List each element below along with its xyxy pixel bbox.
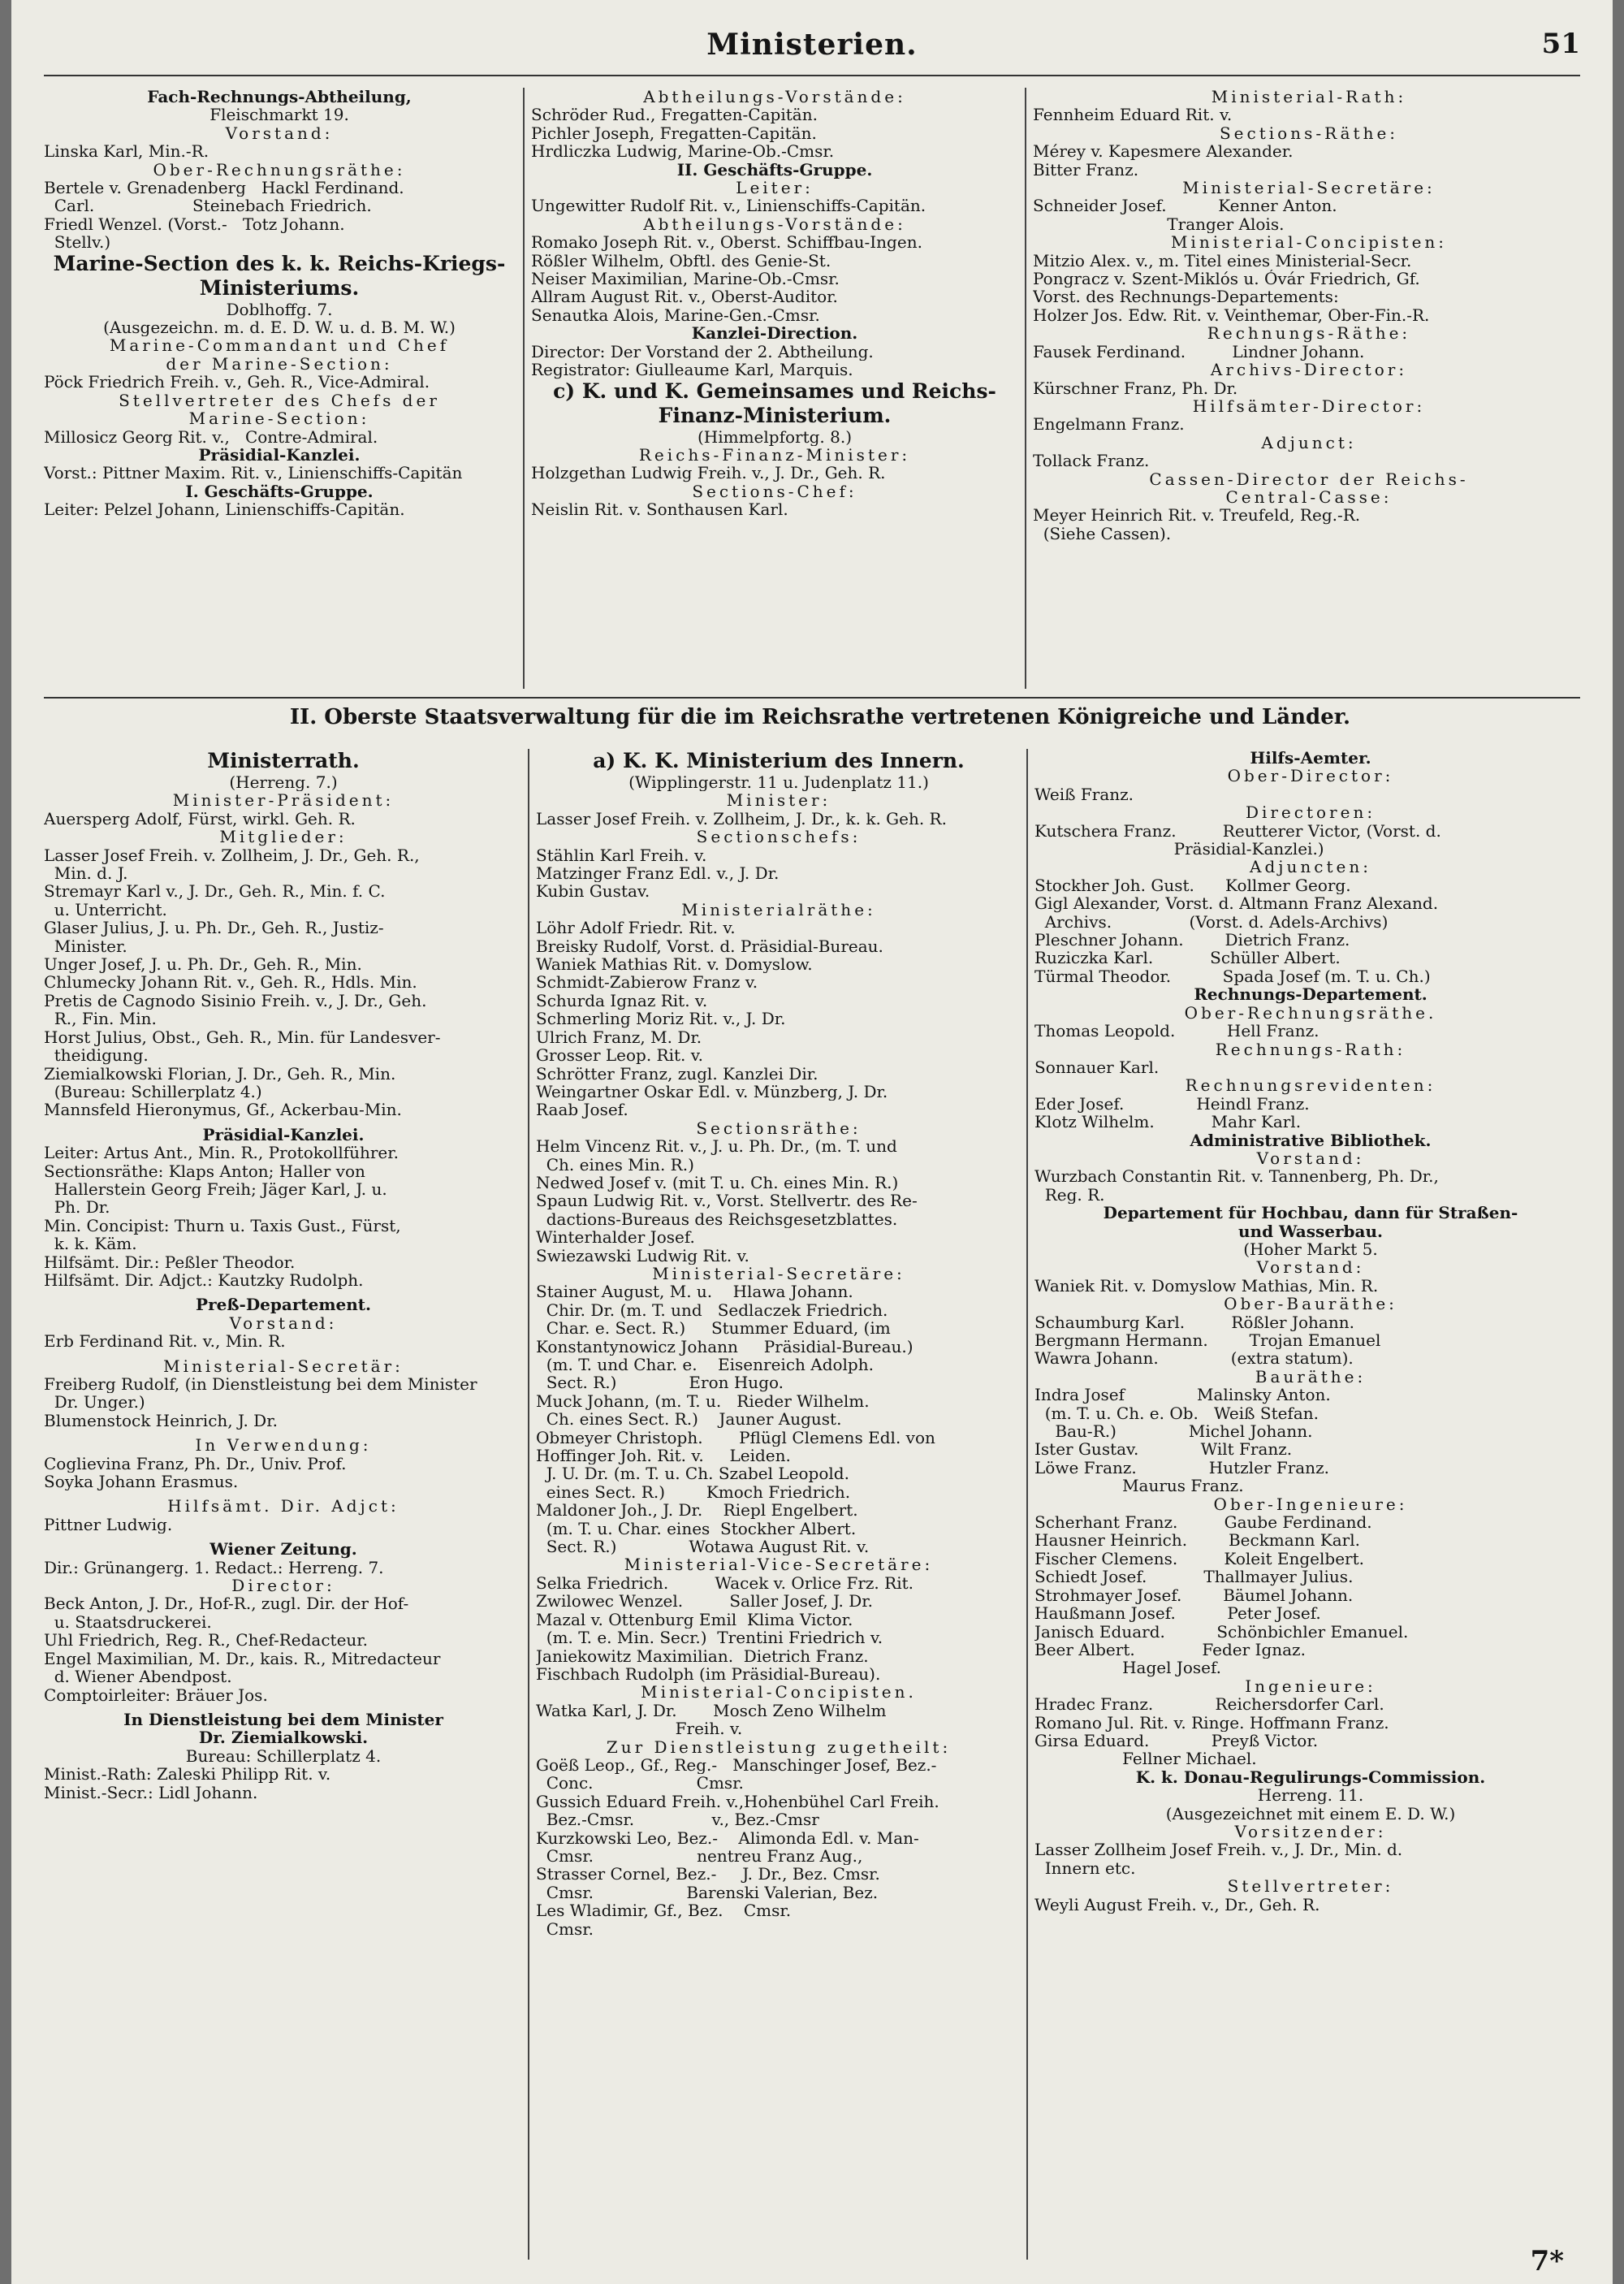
entry-line: Muck Johann, (m. T. u. Rieder Wilhelm.: [536, 1391, 870, 1411]
entry-line: Matzinger Franz Edl. v., J. Dr.: [536, 864, 780, 883]
right-column: [1034, 749, 1587, 2260]
address-line: (Ausgezeichn. m. d. E. D. W. u. d. B. M. W.): [103, 318, 456, 337]
entry-line: k. k. Käm.: [44, 1235, 137, 1253]
role-heading: Ministerial-Secretär:: [163, 1356, 404, 1375]
entry-line: Lasser Josef Freih. v. Zollheim, J. Dr., k. k. Geh. R.: [536, 809, 947, 828]
entry-line: Ister Gustav. Wilt Franz.: [1034, 1440, 1293, 1459]
section-heading: Kanzlei-Direction.: [691, 324, 858, 343]
entry-line: Strohmayer Josef. Bäumel Johann.: [1034, 1585, 1354, 1605]
role-heading: Vorstand:: [1256, 1148, 1365, 1168]
role-heading: Vorstand:: [229, 1313, 338, 1333]
entry-line: Helm Vincenz Rit. v., J. u. Ph. Dr., (m. T. und: [536, 1137, 897, 1156]
entry-line: Nedwed Josef v. (mit T. u. Ch. eines Min. R.): [536, 1173, 899, 1192]
address-line: Herreng. 11.: [1257, 1786, 1364, 1805]
entry-line: Selka Friedrich. Wacek v. Orlice Frz. Rit.: [536, 1573, 914, 1593]
section-heading: Fach-Rechnungs-Abtheilung,: [147, 88, 412, 106]
role-heading: In Verwendung:: [195, 1436, 372, 1455]
entry-line: Engel Maximilian, M. Dr., kais. R., Mitredacteur: [44, 1649, 441, 1668]
role-heading: Stellvertreter des Chefs der: [119, 391, 440, 410]
role-heading: Mitglieder:: [219, 828, 348, 846]
entry-line: Hradec Franz. Reichersdorfer Carl.: [1034, 1695, 1384, 1714]
entry-line: Pongracz v. Szent-Miklós u. Óvár Friedrich, Gf.: [1033, 270, 1420, 288]
entry-line: (Siehe Cassen).: [1033, 524, 1172, 543]
entry-line: Zwilowec Wenzel. Saller Josef, J. Dr.: [536, 1592, 874, 1611]
role-heading: Minister-Präsident:: [172, 791, 395, 810]
entry-line: Eder Josef. Heindl Franz.: [1034, 1094, 1310, 1114]
entry-line: Löhr Adolf Friedr. Rit. v.: [536, 919, 736, 937]
entry-line: Kürschner Franz, Ph. Dr.: [1033, 379, 1238, 397]
entry-line: Ulrich Franz, M. Dr.: [536, 1027, 702, 1047]
entry-line: Hallerstein Georg Freih; Jäger Karl, J. u.: [44, 1179, 387, 1199]
entry-line: Pöck Friedrich Freih. v., Geh. R., Vice-Admiral.: [44, 373, 430, 391]
entry-line: Swiezawski Ludwig Rit. v.: [536, 1246, 749, 1265]
role-heading: Reichs-Finanz-Minister:: [638, 445, 911, 465]
entry-line: Archivs. (Vorst. d. Adels-Archivs): [1034, 912, 1389, 932]
section-heading: Dr. Ziemialkowski.: [198, 1728, 369, 1747]
entry-line: Les Wladimir, Gf., Bez. Cmsr.: [536, 1901, 792, 1920]
entry-line: Hausner Heinrich. Beckmann Karl.: [1034, 1531, 1360, 1550]
entry-line: Gussich Eduard Freih. v.,Hohenbühel Carl Freih.: [536, 1792, 939, 1811]
entry-line: dactions-Bureaus des Reichsgesetzblattes.: [536, 1209, 898, 1229]
entry-line: u. Staatsdruckerei.: [44, 1612, 212, 1632]
role-heading: Sections-Räthe:: [1219, 123, 1399, 143]
left-column: [44, 749, 523, 2260]
section-heading: und Wasserbau.: [1238, 1222, 1383, 1240]
entry-line: Chlumecky Johann Rit. v., Geh. R., Hdls. Min.: [44, 973, 417, 992]
column-divider: [1025, 88, 1026, 689]
role-heading: Adjunct:: [1261, 433, 1357, 452]
entry-line: Erb Ferdinand Rit. v., Min. R.: [44, 1332, 286, 1351]
entry-line: Präsidial-Kanzlei.): [1034, 840, 1324, 859]
entry-line: Tollack Franz.: [1033, 452, 1150, 470]
entry-line: Freih. v.: [536, 1719, 743, 1738]
entry-line: (m. T. und Char. e. Eisenreich Adolph.: [536, 1356, 874, 1374]
role-heading: Central-Casse:: [1225, 487, 1393, 507]
entry-line: d. Wiener Abendpost.: [44, 1668, 232, 1686]
entry-line: Schrötter Franz, zugl. Kanzlei Dir.: [536, 1064, 818, 1083]
role-heading: Ministerial-Secretäre:: [1182, 179, 1436, 197]
entry-line: Glaser Julius, J. u. Ph. Dr., Geh. R., Justiz-: [44, 919, 384, 937]
role-heading: Ober-Bauräthe:: [1224, 1295, 1397, 1313]
role-heading: Ministerialräthe:: [681, 900, 876, 919]
section-heading: Rechnungs-Departement.: [1194, 985, 1427, 1004]
role-heading: Ober-Rechnungsräthe:: [153, 160, 406, 180]
section-heading: Departement für Hochbau, dann für Straßen-: [1103, 1204, 1518, 1222]
entry-line: Weingartner Oskar Edl. v. Münzberg, J. Dr.: [536, 1082, 888, 1101]
entry-line: Thomas Leopold. Hell Franz.: [1034, 1022, 1320, 1040]
entry-line: Fellner Michael.: [1034, 1750, 1257, 1768]
entry-line: Weyli August Freih. v., Dr., Geh. R.: [1034, 1895, 1320, 1914]
entry-line: Grosser Leop. Rit. v.: [536, 1046, 704, 1065]
entry-line: Maldoner Joh., J. Dr. Riepl Engelbert.: [536, 1501, 858, 1520]
role-heading: Ministerial-Vice-Secretäre:: [624, 1555, 934, 1574]
ministry-heading: Finanz-Ministerium.: [658, 403, 892, 427]
spacer: [44, 1490, 523, 1497]
address-line: Doblhoffg. 7.: [226, 300, 333, 319]
role-heading: Cassen-Director der Reichs-: [1149, 469, 1469, 488]
entry-line: Hoffinger Joh. Rit. v. Leiden.: [536, 1447, 791, 1465]
section-heading: II. Geschäfts-Gruppe.: [676, 160, 873, 180]
section-heading: Präsidial-Kanzlei.: [202, 1125, 365, 1144]
signature-mark: 7*: [1530, 2245, 1564, 2278]
entry-line: Sonnauer Karl.: [1034, 1058, 1160, 1077]
role-heading: Marine-Commandant und Chef: [109, 336, 450, 355]
entry-line: Pittner Ludwig.: [44, 1515, 173, 1534]
entry-line: Reg. R.: [1034, 1185, 1105, 1205]
entry-line: Kubin Gustav.: [536, 882, 650, 901]
section-heading: I. Geschäfts-Gruppe.: [185, 482, 374, 501]
entry-line: Holzer Jos. Edw. Rit. v. Veinthemar, Ober-Fin.-R.: [1033, 305, 1430, 325]
ministry-heading: a) K. K. Ministerium des Innern.: [593, 749, 965, 772]
role-heading: Directoren:: [1245, 803, 1376, 822]
spacer: [44, 1533, 523, 1540]
entry-line: Wurzbach Constantin Rit. v. Tannenberg, Ph. Dr.,: [1034, 1167, 1439, 1186]
entry-line: Spaun Ludwig Rit. v., Vorst. Stellvertr. des Re-: [536, 1192, 918, 1210]
entry-line: Leiter: Artus Ant., Min. R., Protokollführer.: [44, 1144, 399, 1162]
role-heading: Abtheilungs-Vorstände:: [643, 214, 906, 234]
entry-line: Neiser Maximilian, Marine-Ob.-Cmsr.: [531, 270, 840, 288]
role-heading: Vorsitzender:: [1234, 1822, 1387, 1841]
entry-line: (m. T. e. Min. Secr.) Trentini Friedrich v.: [536, 1629, 883, 1647]
role-heading: Adjuncten:: [1250, 858, 1371, 876]
role-heading: Rechnungsrevidenten:: [1185, 1076, 1436, 1095]
spacer: [44, 1704, 523, 1711]
role-heading: Ministerial-Concipisten.: [641, 1683, 917, 1702]
entry-line: Beer Albert. Feder Ignaz.: [1034, 1640, 1306, 1659]
entry-line: Cmsr. Barenski Valerian, Bez.: [536, 1883, 879, 1902]
page-title: Ministerien.: [706, 28, 918, 62]
address-line: (Hoher Markt 5.: [1243, 1239, 1378, 1259]
top-right-column: [1033, 88, 1585, 689]
role-heading: Sectionsräthe:: [696, 1118, 862, 1138]
entry-line: Minist.-Rath: Zaleski Philipp Rit. v.: [44, 1765, 331, 1784]
entry-line: Conc. Cmsr.: [536, 1774, 744, 1793]
spacer: [44, 1351, 523, 1357]
role-heading: Marine-Section:: [188, 409, 370, 428]
section-heading: Preß-Departement.: [196, 1296, 371, 1314]
entry-line: Ph. Dr.: [44, 1198, 110, 1217]
entry-line: Türmal Theodor. Spada Josef (m. T. u. Ch.): [1034, 967, 1431, 986]
column-divider: [523, 88, 525, 689]
role-heading: Bauräthe:: [1255, 1367, 1367, 1386]
entry-line: Janisch Eduard. Schönbichler Emanuel.: [1034, 1622, 1409, 1641]
role-heading: Hilfsämter-Director:: [1192, 396, 1426, 416]
ministry-heading: Ministerrath.: [207, 749, 360, 772]
entry-line: Ch. eines Min. R.): [536, 1155, 694, 1174]
entry-line: Schröder Rud., Fregatten-Capitän.: [531, 106, 818, 124]
spacer: [44, 1289, 523, 1296]
entry-line: Senautka Alois, Marine-Gen.-Cmsr.: [531, 305, 820, 325]
section-heading: Administrative Bibliothek.: [1190, 1131, 1432, 1149]
entry-line: Minister.: [44, 937, 127, 956]
role-heading: Leiter:: [736, 179, 814, 197]
entry-line: eines Sect. R.) Kmoch Friedrich.: [536, 1482, 851, 1502]
role-heading: Sections-Chef:: [692, 482, 857, 501]
entry-line: Indra Josef Malinsky Anton.: [1034, 1386, 1331, 1404]
entry-line: Raab Josef.: [536, 1101, 628, 1119]
entry-line: Fausek Ferdinand. Lindner Johann.: [1033, 342, 1365, 361]
entry-line: Hilfsämt. Dir. Adjct.: Kautzky Rudolph.: [44, 1270, 364, 1290]
entry-line: Hilfsämt. Dir.: Peßler Theodor.: [44, 1252, 296, 1271]
entry-line: Fennheim Eduard Rit. v.: [1033, 106, 1233, 124]
entry-line: Unger Josef, J. u. Ph. Dr., Geh. R., Min.: [44, 955, 362, 974]
entry-line: Linska Karl, Min.-R.: [44, 142, 209, 161]
entry-line: Bergmann Hermann. Trojan Emanuel: [1034, 1331, 1381, 1350]
address-line: Bureau: Schillerplatz 4.: [185, 1746, 382, 1766]
entry-line: Vorst. des Rechnungs-Departements:: [1033, 288, 1339, 306]
entry-line: Tranger Alois.: [1033, 214, 1285, 234]
entry-line: Kurzkowski Leo, Bez.- Alimonda Edl. v. Man-: [536, 1828, 919, 1847]
ministry-heading: Ministeriums.: [199, 275, 360, 300]
section-heading: Wiener Zeitung.: [209, 1540, 357, 1559]
role-heading: Stellvertreter:: [1227, 1877, 1394, 1896]
entry-line: Min. Concipist: Thurn u. Taxis Gust., Fürst,: [44, 1216, 401, 1235]
role-heading: Ministerial-Concipisten:: [1170, 233, 1448, 252]
entry-line: Uhl Friedrich, Reg. R., Chef-Redacteur.: [44, 1631, 369, 1650]
entry-line: Romano Jul. Rit. v. Ringe. Hoffmann Franz.: [1034, 1713, 1389, 1732]
address-line: Fleischmarkt 19.: [209, 106, 349, 124]
entry-line: Obmeyer Christoph. Pflügl Clemens Edl. von: [536, 1428, 935, 1447]
middle-column: [536, 749, 1021, 2260]
entry-line: Horst Julius, Obst., Geh. R., Min. für Landesver-: [44, 1027, 441, 1047]
entry-line: theidigung.: [44, 1046, 149, 1065]
entry-line: Breisky Rudolf, Vorst. d. Präsidial-Bureau.: [536, 937, 883, 956]
entry-line: Stremayr Karl v., J. Dr., Geh. R., Min. f. C.: [44, 882, 386, 901]
role-heading: Rechnungs-Rath:: [1215, 1040, 1406, 1058]
entry-line: Comptoirleiter: Bräuer Jos.: [44, 1685, 268, 1704]
entry-line: Dr. Unger.): [44, 1393, 145, 1412]
entry-line: Bau-R.) Michel Johann.: [1034, 1422, 1313, 1441]
entry-line: Haußmann Josef. Peter Josef.: [1034, 1604, 1321, 1623]
entry-line: J. U. Dr. (m. T. u. Ch. Szabel Leopold.: [536, 1464, 849, 1483]
column-divider: [528, 749, 529, 2260]
entry-line: Hagel Josef.: [1034, 1659, 1222, 1677]
entry-line: Pichler Joseph, Fregatten-Capitän.: [531, 123, 817, 143]
entry-line: Leiter: Pelzel Johann, Linienschiffs-Capitän.: [44, 500, 405, 519]
entry-line: Engelmann Franz.: [1033, 415, 1185, 434]
entry-line: Ruziczka Karl. Schüller Albert.: [1034, 949, 1341, 967]
role-heading: Minister:: [726, 791, 831, 810]
entry-line: Vorst.: Pittner Maxim. Rit. v., Linienschiffs-Capitän: [44, 464, 463, 482]
entry-line: Girsa Eduard. Preyß Victor.: [1034, 1731, 1319, 1750]
entry-line: Pretis de Cagnodo Sisinio Freih. v., J. Dr., Geh.: [44, 991, 427, 1010]
section-heading: K. k. Donau-Regulirungs-Commission.: [1135, 1767, 1486, 1787]
entry-line: Mérey v. Kapesmere Alexander.: [1033, 142, 1294, 161]
entry-line: Carl. Steinebach Friedrich.: [44, 197, 372, 215]
section-banner: II. Oberste Staatsverwaltung für die im Reichsrathe vertretenen Königreiche und Länder.: [289, 705, 1351, 729]
entry-line: Janiekowitz Maximilian. Dietrich Franz.: [536, 1646, 869, 1665]
entry-line: Freiberg Rudolf, (in Dienstleistung bei dem Minister: [44, 1375, 477, 1394]
entry-line: Waniek Mathias Rit. v. Domyslow.: [536, 955, 813, 974]
entry-line: Ch. eines Sect. R.) Jauner August.: [536, 1410, 842, 1429]
entry-line: Waniek Rit. v. Domyslow Mathias, Min. R.: [1034, 1276, 1379, 1296]
role-heading: Rechnungs-Räthe:: [1207, 324, 1411, 343]
entry-line: Hrdliczka Ludwig, Marine-Ob.-Cmsr.: [531, 142, 835, 161]
entry-line: Soyka Johann Erasmus.: [44, 1473, 239, 1491]
entry-line: Allram August Rit. v., Oberst-Auditor.: [531, 288, 838, 306]
entry-line: Char. e. Sect. R.) Stummer Eduard, (im: [536, 1319, 891, 1338]
role-heading: Ober-Rechnungsräthe.: [1184, 1003, 1437, 1023]
address-line: (Herreng. 7.): [229, 773, 338, 792]
entry-line: Bitter Franz.: [1033, 160, 1139, 180]
role-heading: Ober-Director:: [1227, 767, 1394, 785]
entry-line: Bertele v. Grenadenberg Hackl Ferdinand.: [44, 179, 404, 197]
header-rule: [44, 75, 1580, 76]
entry-line: Sect. R.) Eron Hugo.: [536, 1373, 784, 1392]
role-heading: Hilfsämt. Dir. Adjct:: [167, 1497, 400, 1516]
entry-line: Schurda Ignaz Rit. v.: [536, 991, 708, 1010]
entry-line: Weiß Franz.: [1034, 785, 1134, 804]
entry-line: Konstantynowicz Johann Präsidial-Bureau.): [536, 1337, 914, 1356]
entry-line: Maurus Franz.: [1034, 1477, 1244, 1495]
section-heading: Präsidial-Kanzlei.: [198, 445, 361, 465]
spacer: [44, 1119, 523, 1126]
entry-line: Dir.: Grünangerg. 1. Redact.: Herreng. 7.: [44, 1558, 384, 1577]
entry-line: Scherhant Franz. Gaube Ferdinand.: [1034, 1513, 1372, 1532]
entry-line: Fischbach Rudolph (im Präsidial-Bureau).: [536, 1664, 881, 1684]
top-middle-column: [531, 88, 1018, 689]
entry-line: Mannsfeld Hieronymus, Gf., Ackerbau-Min.: [44, 1101, 402, 1119]
top-left-column: [44, 88, 515, 689]
role-heading: der Marine-Section:: [166, 354, 393, 374]
entry-line: Stellv.): [44, 233, 111, 252]
role-heading: Zur Dienstleistung zugetheilt:: [606, 1737, 952, 1756]
entry-line: Mazal v. Ottenburg Emil Klima Victor.: [536, 1610, 853, 1629]
entry-line: Beck Anton, J. Dr., Hof-R., zugl. Dir. der Hof-: [44, 1594, 409, 1613]
entry-line: Kutschera Franz. Reutterer Victor, (Vorst. d.: [1034, 821, 1441, 841]
entry-line: Cmsr.: [536, 1919, 594, 1938]
entry-line: Ungewitter Rudolf Rit. v., Linienschiffs-Capitän.: [531, 197, 926, 215]
entry-line: Bez.-Cmsr. v., Bez.-Cmsr: [536, 1810, 819, 1829]
entry-line: Holzgethan Ludwig Freih. v., J. Dr., Geh. R.: [531, 464, 886, 482]
entry-line: Blumenstock Heinrich, J. Dr.: [44, 1411, 278, 1430]
entry-line: (m. T. u. Char. eines Stockher Albert.: [536, 1519, 857, 1538]
role-heading: Ministerial-Secretäre:: [652, 1264, 905, 1283]
entry-line: Min. d. J.: [44, 864, 128, 883]
entry-line: Strasser Cornel, Bez.- J. Dr., Bez. Cmsr.: [536, 1865, 880, 1884]
entry-line: Innern etc.: [1034, 1858, 1136, 1878]
page-number: 51: [1541, 28, 1580, 60]
address-line: (Himmelpfortg. 8.): [697, 427, 853, 446]
role-heading: Archivs-Director:: [1210, 361, 1408, 379]
role-heading: Ministerial-Rath:: [1211, 88, 1407, 106]
entry-line: Meyer Heinrich Rit. v. Treufeld, Reg.-R.: [1033, 506, 1361, 525]
entry-line: Lasser Josef Freih. v. Zollheim, J. Dr., Geh. R.,: [44, 846, 420, 865]
entry-line: Mitzio Alex. v., m. Titel eines Ministerial-Secr.: [1033, 251, 1412, 270]
role-heading: Vorstand:: [225, 123, 334, 143]
entry-line: Pleschner Johann. Dietrich Franz.: [1034, 931, 1350, 950]
entry-line: Schneider Josef. Kenner Anton.: [1033, 197, 1337, 215]
entry-line: Cmsr. nentreu Franz Aug.,: [536, 1846, 863, 1866]
ministry-heading: c) K. und K. Gemeinsames und Reichs-: [553, 379, 996, 403]
role-heading: Director:: [231, 1577, 335, 1595]
spacer: [44, 1430, 523, 1436]
entry-line: (Bureau: Schillerplatz 4.): [44, 1082, 262, 1101]
entry-line: Stockher Joh. Gust. Kollmer Georg.: [1034, 876, 1351, 895]
section-heading: Hilfs-Aemter.: [1250, 749, 1371, 768]
entry-line: Schmidt-Zabierow Franz v.: [536, 973, 758, 992]
entry-line: Winterhalder Josef.: [536, 1228, 695, 1247]
address-line: (Ausgezeichnet mit einem E. D. W.): [1165, 1804, 1456, 1823]
role-heading: Ober-Ingenieure:: [1213, 1495, 1408, 1514]
entry-line: Rößler Wilhelm, Obftl. des Genie-St.: [531, 251, 831, 270]
address-line: (Wipplingerstr. 11 u. Judenplatz 11.): [628, 773, 929, 792]
entry-line: Chir. Dr. (m. T. und Sedlaczek Friedrich.: [536, 1300, 888, 1320]
entry-line: Stählin Karl Freih. v.: [536, 846, 707, 865]
section-heading: In Dienstleistung bei dem Minister: [123, 1710, 443, 1729]
role-heading: Vorstand:: [1256, 1258, 1365, 1277]
entry-line: Auersperg Adolf, Fürst, wirkl. Geh. R.: [44, 809, 356, 828]
entry-line: Friedl Wenzel. (Vorst.- Totz Johann.: [44, 214, 345, 234]
entry-line: Goëß Leop., Gf., Reg.- Manschinger Josef, Bez.-: [536, 1755, 937, 1775]
role-heading: Sectionschefs:: [696, 828, 862, 846]
entry-line: Director: Der Vorstand der 2. Abtheilung.: [531, 342, 874, 361]
role-heading: Ingenieure:: [1245, 1676, 1376, 1696]
entry-line: Gigl Alexander, Vorst. d. Altmann Franz Alexand.: [1034, 894, 1439, 913]
column-divider: [1026, 749, 1028, 2260]
entry-line: Watka Karl, J. Dr. Mosch Zeno Wilhelm: [536, 1701, 887, 1720]
entry-line: Löwe Franz. Hutzler Franz.: [1034, 1458, 1329, 1477]
entry-line: Wawra Johann. (extra statum).: [1034, 1349, 1354, 1368]
entry-line: (m. T. u. Ch. e. Ob. Weiß Stefan.: [1034, 1404, 1319, 1423]
entry-line: Neislin Rit. v. Sonthausen Karl.: [531, 500, 788, 519]
entry-line: R., Fin. Min.: [44, 1010, 157, 1028]
entry-line: u. Unterricht.: [44, 900, 167, 919]
entry-line: Schiedt Josef. Thallmayer Julius.: [1034, 1568, 1354, 1586]
entry-line: Registrator: Giulleaume Karl, Marquis.: [531, 361, 853, 379]
document-page: [11, 0, 1613, 2284]
ministry-heading: Marine-Section des k. k. Reichs-Kriegs-: [53, 251, 506, 275]
entry-line: Fischer Clemens. Koleit Engelbert.: [1034, 1549, 1365, 1568]
entry-line: Schmerling Moriz Rit. v., J. Dr.: [536, 1010, 786, 1028]
entry-line: Millosicz Georg Rit. v., Contre-Admiral.: [44, 427, 378, 446]
entry-line: Ziemialkowski Florian, J. Dr., Geh. R., Min.: [44, 1064, 396, 1083]
entry-line: Klotz Wilhelm. Mahr Karl.: [1034, 1113, 1302, 1131]
entry-line: Lasser Zollheim Josef Freih. v., J. Dr., Min. d.: [1034, 1841, 1403, 1859]
entry-line: Coglievina Franz, Ph. Dr., Univ. Prof.: [44, 1454, 347, 1473]
section-rule: [44, 697, 1580, 699]
entry-line: Sectionsräthe: Klaps Anton; Haller von: [44, 1161, 365, 1180]
entry-line: Sect. R.) Wotawa August Rit. v.: [536, 1538, 870, 1556]
entry-line: Schaumburg Karl. Rößler Johann.: [1034, 1313, 1354, 1331]
entry-line: Minist.-Secr.: Lidl Johann.: [44, 1783, 258, 1802]
entry-line: Romako Joseph Rit. v., Oberst. Schiffbau-Ingen.: [531, 233, 922, 252]
entry-line: Stainer August, M. u. Hlawa Johann.: [536, 1283, 853, 1301]
role-heading: Abtheilungs-Vorstände:: [643, 88, 906, 106]
